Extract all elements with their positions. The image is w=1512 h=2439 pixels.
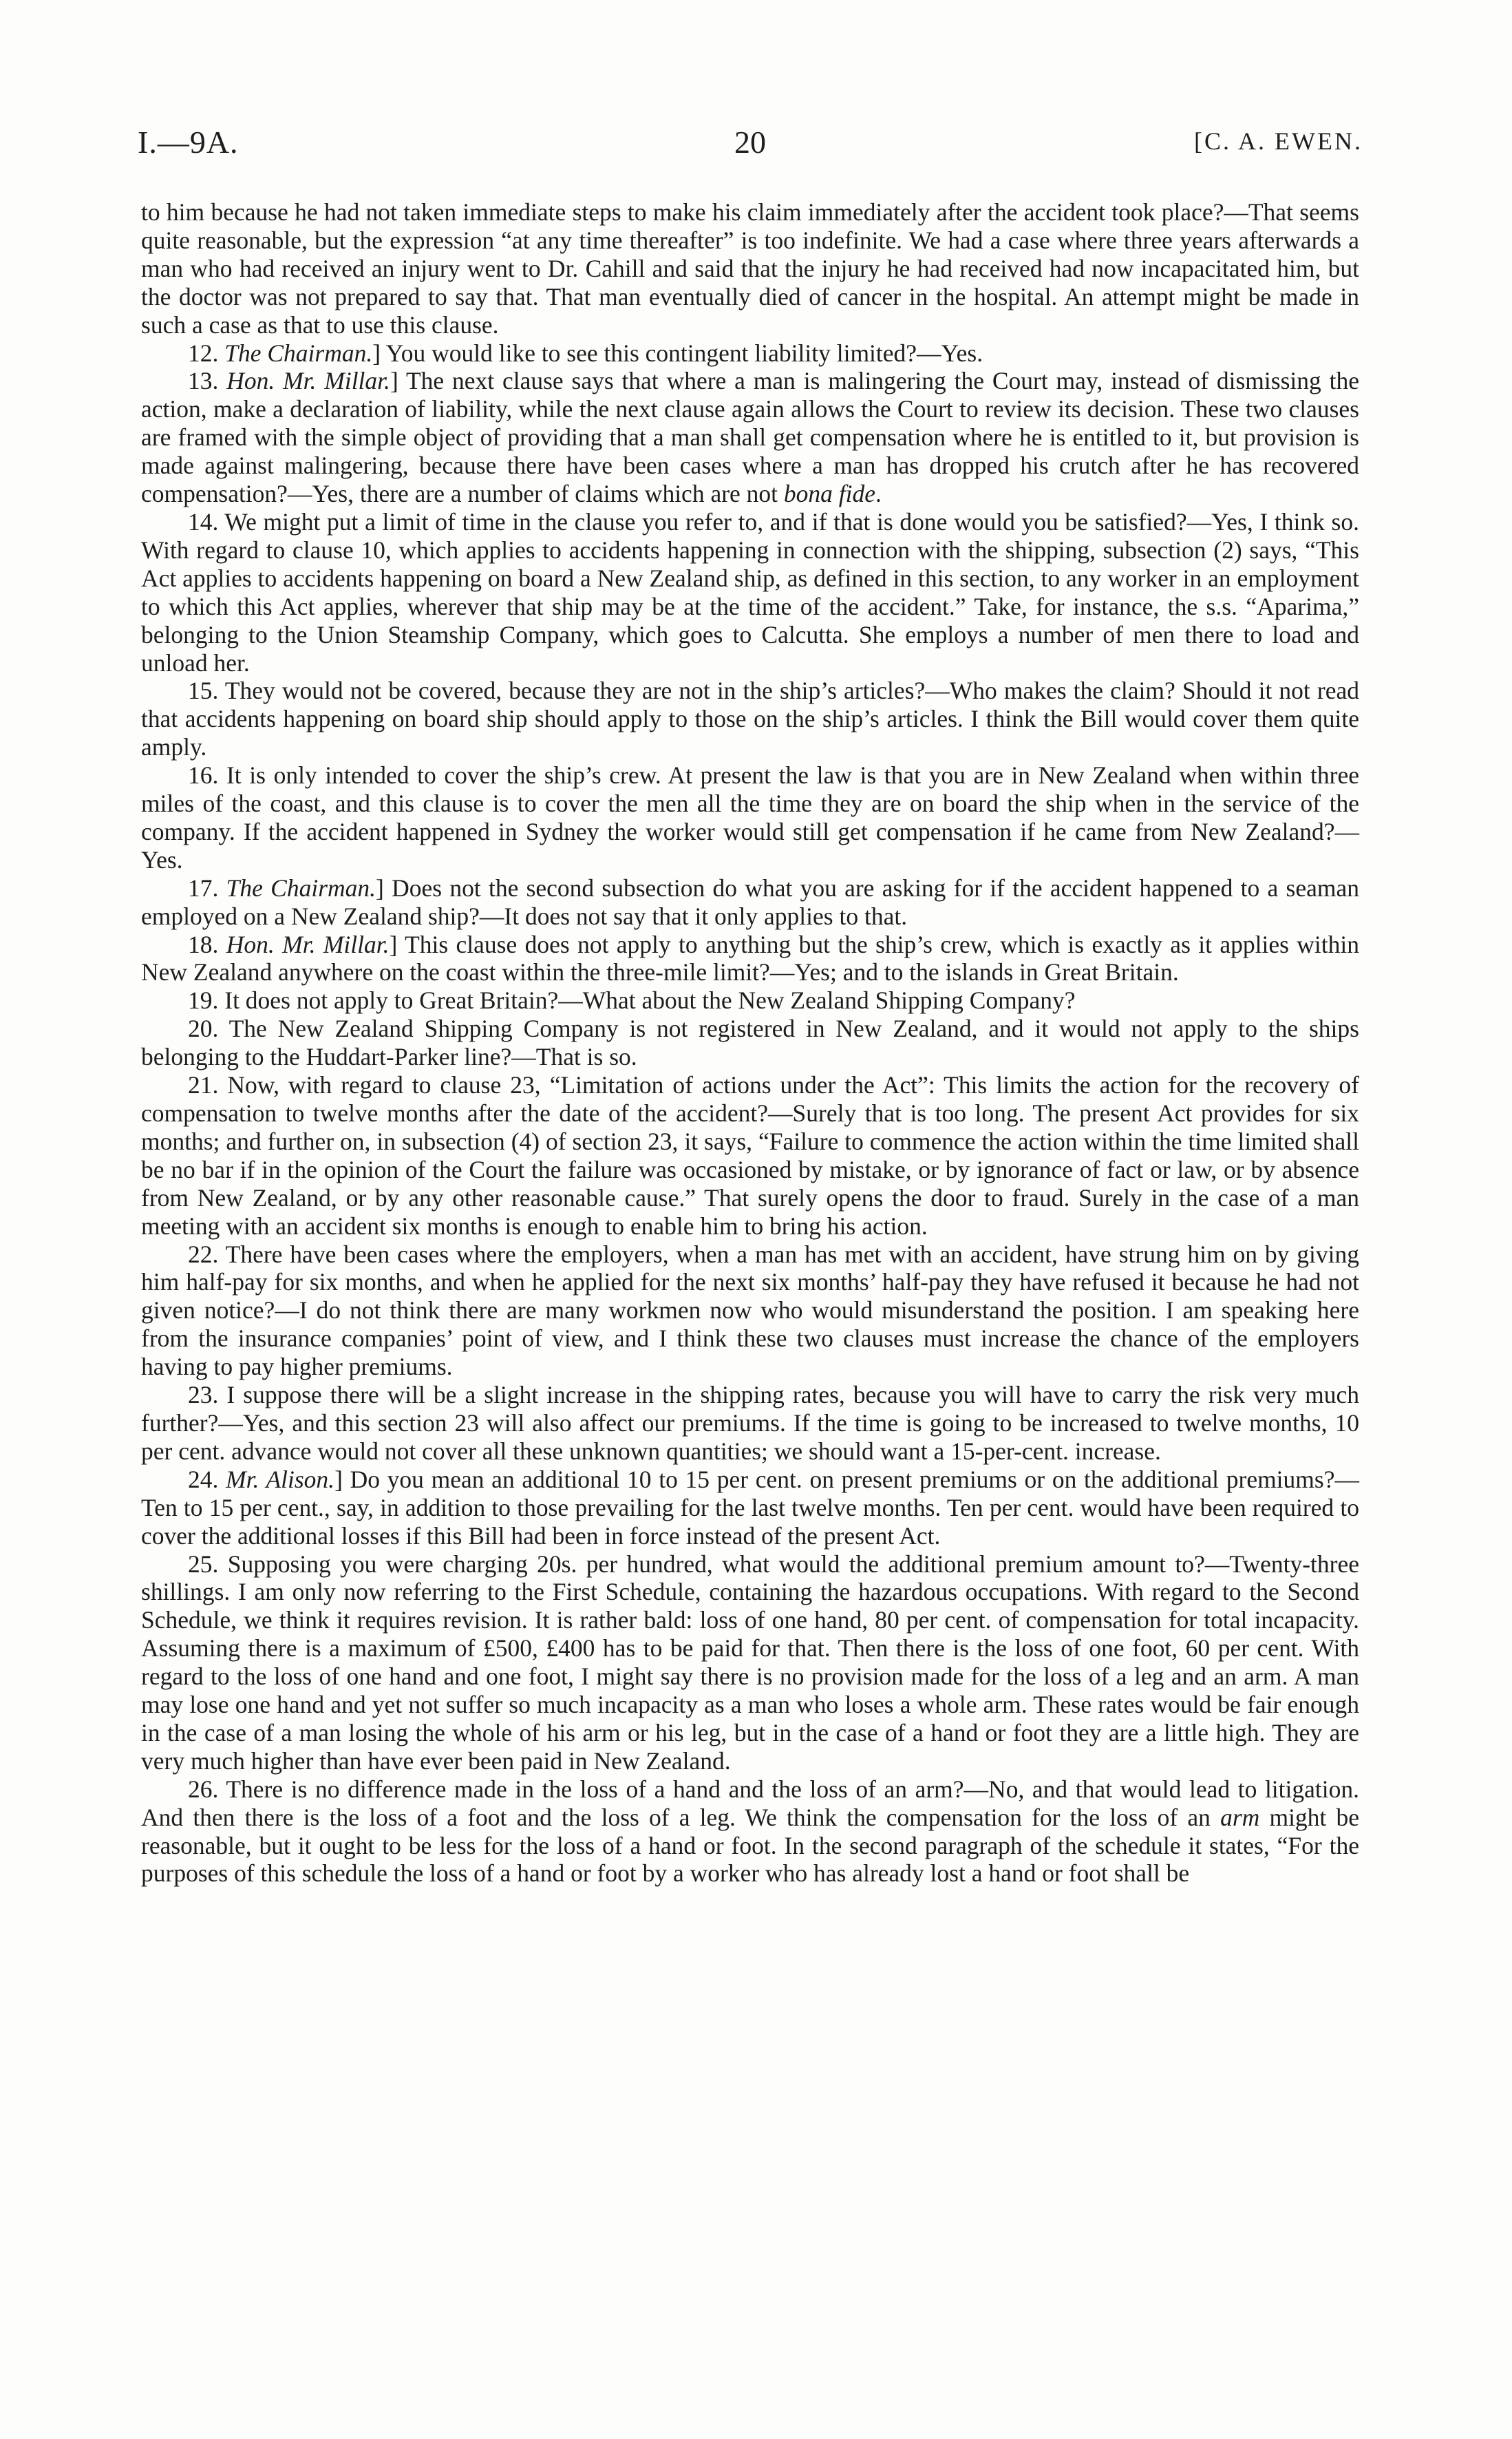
paragraph-number: 22. [188,1240,219,1268]
paragraph-15 [141,677,1359,761]
paragraph-number: 18. [188,930,219,958]
paragraph-continued [141,198,1359,339]
paragraph-text: I suppose there will be a slight increase in the shipping rates, because you will have to carry the risk very much further?—Yes, and this section 23 will also affect our premiums. If the time is going to be increased to twelve months, 10 per cent. advance would not cover all these unknown quantities; we should want a 15-per-cent. increase. [141,1381,1359,1465]
speaker-name: The Chairman. [226,874,376,902]
speaker-name: Hon. Mr. Millar. [226,930,390,958]
emphasis-text: bona fide [783,480,875,508]
witness-name: [C. A. EWEN. [1194,127,1363,155]
paragraph-number: 16. [188,761,219,790]
paragraph-number: 23. [188,1381,219,1409]
paragraph-24 [141,1466,1359,1550]
paragraph-14 [141,508,1359,677]
paragraph-text: There is no difference made in the loss of a hand and the loss of an arm?—No, and that would lead to litigation. And then there is the loss of a foot and the loss of a leg. We think the compensation for the loss of an [141,1775,1360,1831]
paragraph-tail: might be reasonable, but it ought to be less for the loss of a hand or foot. In the second paragraph of the schedule it states, “For the purposes of this schedule the loss of a hand or foot by a worker who has already lost a hand or foot shall be [141,1803,1359,1888]
page-number: 20 [734,125,766,160]
paragraph-tail: . [875,480,882,508]
paragraph-19 [141,986,1359,1015]
paragraph-number: 20. [188,1015,219,1043]
paragraph-17 [141,874,1359,931]
paragraph-16 [141,761,1359,874]
paragraph-number: 21. [188,1071,219,1099]
paragraph-number: 13. [188,367,219,395]
paragraph-text: The New Zealand Shipping Company is not registered in New Zealand, and it would not apply to the ships belonging to the Huddart-Parker line?—That is so. [141,1015,1359,1071]
paragraph-12 [141,339,1359,368]
paragraph-23 [141,1381,1359,1466]
paragraph-number: 17. [188,874,219,902]
speaker-name: Hon. Mr. Millar. [226,367,390,395]
paragraph-number: 14. [188,507,219,536]
speaker-name: Mr. Alison. [226,1465,335,1493]
paragraph-18 [141,931,1359,987]
paragraph-number: 24. [188,1465,219,1493]
paragraph-text: It is only intended to cover the ship’s crew. At present the law is that you are in New Zealand when within three miles of the coast, and this clause is to cover the men all the time they are on board the ship when in the service of the company. If the accident happened in Sydney the worker would still get compensation if he came from New Zealand?—Yes. [141,761,1359,874]
paragraph-text: ] Do you mean an additional 10 to 15 per cent. on present premiums or on the additional premiums?—Ten to 15 per cent., say, in addition to those prevailing for the last twelve months. Ten per cent. would have been required to cover the additional losses if this Bill had been in force instead of the present Act. [141,1465,1359,1550]
paragraph-text: ] The next clause says that where a man is malingering the Court may, instead of dismissing the action, make a declaration of liability, while the next clause again allows the Court to review its decision. These two clauses are framed with the simple object of providing that a man shall get compensation where he is entitled to it, but provision is made against malingering, because there have been cases where a man has dropped his crutch after he has recovered compensation?—Yes, there are a number of claims which are not [141,367,1359,508]
paragraph-text: ] Does not the second subsection do what you are asking for if the accident happened to a seaman employed on a New Zealand ship?—It does not say that it only applies to that. [141,874,1360,930]
paragraph-13 [141,367,1359,508]
paragraph-20 [141,1015,1359,1071]
paragraph-text: Supposing you were charging 20s. per hundred, what would the additional premium amount to?—Twenty-three shillings. I am only now referring to the First Schedule, containing the hazardous occupations. With regard to the Second Schedule, we think it requires revision. It is rather bald: loss of one hand, 80 per cent. of compensation for total incapacity. Assuming there is a maximum of £500, £400 has to be paid for that. Then there is the loss of one foot, 60 per cent. With regard to the loss of one hand and one foot, I might say there is no provision made for the loss of a leg and an arm. A man may lose one hand and yet not suffer so much incapacity as a man who loses a whole arm. These rates would be fair enough in the case of a man losing the whole of his arm or his leg, but in the case of a hand or foot they are a little high. They are very much higher than have ever been paid in New Zealand. [141,1550,1359,1775]
paragraph-text: There have been cases where the employers, when a man has met with an accident, have strung him on by giving him half-pay for six months, and when he applied for the next six months’ half-pay they have refused it because he had not given notice?—I do not think there are many workmen now who would misunderstand the position. I am speaking here from the insurance companies’ point of view, and I think these two clauses must increase the chance of the employers having to pay higher premiums. [141,1240,1360,1381]
paragraph-number: 12. [188,339,219,367]
paragraph-text: to him because he had not taken immediate steps to make his claim immediately after the accident took place?—That seems quite reasonable, but the expression “at any time thereafter” is too indefinite. We had a case where three years afterwards a man who had received an injury went to Dr. Cahill and said that the injury he had received had now incapacitated him, but the doctor was not prepared to say that. That man eventually died of cancer in the hospital. An attempt might be made in such a case as that to use this clause. [141,198,1359,339]
page-body [141,198,1359,1888]
paragraph-text: We might put a limit of time in the clause you refer to, and if that is done would you be satisfied?—Yes, I think so. With regard to clause 10, which applies to accidents happening in connection with the shipping, subsection (2) says, “This Act applies to accidents happening on board a New Zealand ship, as defined in this section, to any worker in an employment to which this Act applies, wherever that ship may be at the time of the accident.” Take, for instance, the s.s. “Aparima,” belonging to the Union Steamship Company, which goes to Calcutta. She employs a number of men there to load and unload her. [141,507,1359,677]
paragraph-26 [141,1775,1359,1888]
document-reference: I.—9A. [138,125,239,160]
paragraph-text: Now, with regard to clause 23, “Limitation of actions under the Act”: This limits the action for the recovery of compensation to twelve months after the date of the accident?—Surely that is too long. The present Act provides for six months; and further on, in subsection (4) of section 23, it says, “Failure to commence the action within the time limited shall be no bar if in the opinion of the Court the failure was occasioned by mistake, or by ignorance of fact or law, or by absence from New Zealand, or by any other reasonable cause.” That surely opens the door to fraud. Surely in the case of a man meeting with an accident six months is enough to enable him to bring his action. [141,1071,1359,1240]
paragraph-number: 26. [188,1775,219,1803]
paragraph-text: ] This clause does not apply to anything but the ship’s crew, which is exactly as it applies within New Zealand anywhere on the coast within the three-mile limit?—Yes; and to the islands in Great Britain. [141,930,1360,986]
paragraph-number: 15. [188,677,219,705]
paragraph-22 [141,1240,1359,1382]
paragraph-text: They would not be covered, because they are not in the ship’s articles?—Who makes the claim? Should it not read that accidents happening on board ship should apply to those on the ship’s articles. I think the Bill would cover them quite amply. [141,677,1359,761]
paragraph-21 [141,1071,1359,1240]
paragraph-25 [141,1550,1359,1775]
emphasis-text: arm [1220,1803,1260,1831]
page-header [138,124,1363,172]
paragraph-number: 19. [188,986,219,1015]
paragraph-number: 25. [188,1550,219,1578]
paragraph-text: It does not apply to Great Britain?—What about the New Zealand Shipping Company? [224,986,1076,1015]
paragraph-text: ] You would like to see this contingent liability limited?—Yes. [372,339,983,367]
speaker-name: The Chairman. [224,339,373,367]
